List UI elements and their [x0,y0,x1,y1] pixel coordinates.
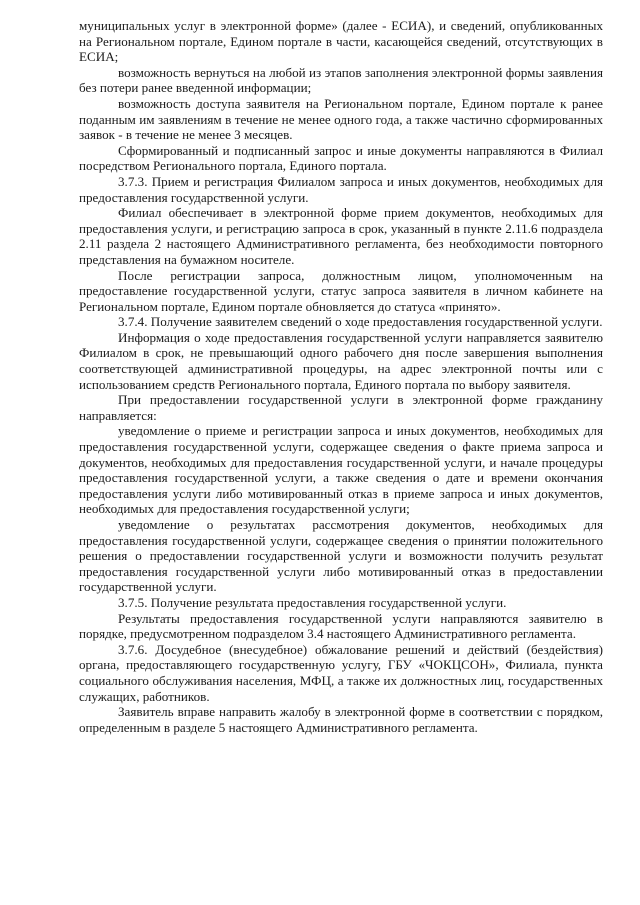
document-page [79,18,603,735]
section-heading-3-7-6: 3.7.6. Досудебное (внесудебное) обжалование решений и действий (бездействия) органа, предоставляющего государственную услугу, ГБУ «ЧОКЦСОН», Филиала, пункта социального обслуживания населения, МФЦ, а также их должностных лиц, государственных служащих, работников. [79,641,603,704]
paragraph-registration-notice: уведомление о приеме и регистрации запроса и иных документов, необходимых для предоставления государственной услуги, содержащее сведения о факте приема запроса и документов, необходимых для предоставления государственной услуги, и начале процедуры предоставления государственной услуги, а также сведения о дате и времени окончания предоставления услуги либо мотивированный отказ в приеме запроса и иных документов, необходимых для предоставления государственной услуги; [79,423,603,517]
paragraph-request-sent: Сформированный и подписанный запрос и иные документы направляются в Филиал посредством Регионального портала, Единого портала. [79,142,603,174]
section-heading-3-7-5: 3.7.5. Получение результата предоставления государственной услуги. [118,594,507,610]
paragraph-results-sent: Результаты предоставления государственной услуги направляются заявителю в порядке, предусмотренном подразделом 3.4 настоящего Административного регламента. [79,610,603,642]
paragraph-review-results-notice: уведомление о результатах рассмотрения документов, необходимых для предоставления государственной услуги, содержащее сведения о принятии положительного решения о предоставлении государственной услуги и возможности получить результат предоставления государственной услуги либо мотивированный отказ в предоставлении государственной услуги. [79,517,603,595]
section-heading-3-7-3: 3.7.3. Прием и регистрация Филиалом запроса и иных документов, необходимых для предоставления государственной услуги. [79,173,603,205]
paragraph-status-updated: После регистрации запроса, должностным лицом, уполномоченным на предоставление государственной услуги, статус запроса заявителя в личном кабинете на Региональном портале, Едином портале обновляется до статуса «принято». [79,267,603,314]
paragraph-citizen-notified: При предоставлении государственной услуги в электронной форме гражданину направляется: [79,392,603,423]
paragraph-return-to-step: возможность вернуться на любой из этапов заполнения электронной формы заявления без потери ранее введенной информации; [79,64,603,96]
paragraph-access-to-applications: возможность доступа заявителя на Региональном портале, Едином портале к ранее поданным им заявлениям в течение не менее одного года, а также частично сформированных заявок - в течение не менее 3 месяцев. [79,95,603,143]
paragraph-complaint-right: Заявитель вправе направить жалобу в электронной форме в соответствии с порядком, определенным в разделе 5 настоящего Административного регламента. [79,704,603,735]
section-heading-3-7-4: 3.7.4. Получение заявителем сведений о ходе предоставления государственной услуги. [118,314,603,330]
paragraph-progress-info: Информация о ходе предоставления государственной услуги направляется заявителю Филиалом в срок, не превышающий одного рабочего дня после завершения выполнения соответствующей административной процедуры, на адрес электронной почты или с использованием средств Регионального портала, Единого портала по выбору заявителя. [79,329,603,392]
paragraph-esia-data: муниципальных услуг в электронной форме» (далее - ЕСИА), и сведений, опубликованных на Региональном портале, Едином портале в части, касающейся сведений, отсутствующих в ЕСИА; [79,18,603,65]
paragraph-branch-receives: Филиал обеспечивает в электронной форме прием документов, необходимых для предоставления услуги, и регистрацию запроса в срок, указанный в пункте 2.11.6 подраздела 2.11 раздела 2 настоящего Административного регламента, без необходимости повторного представления на бумажном носителе. [79,205,603,267]
